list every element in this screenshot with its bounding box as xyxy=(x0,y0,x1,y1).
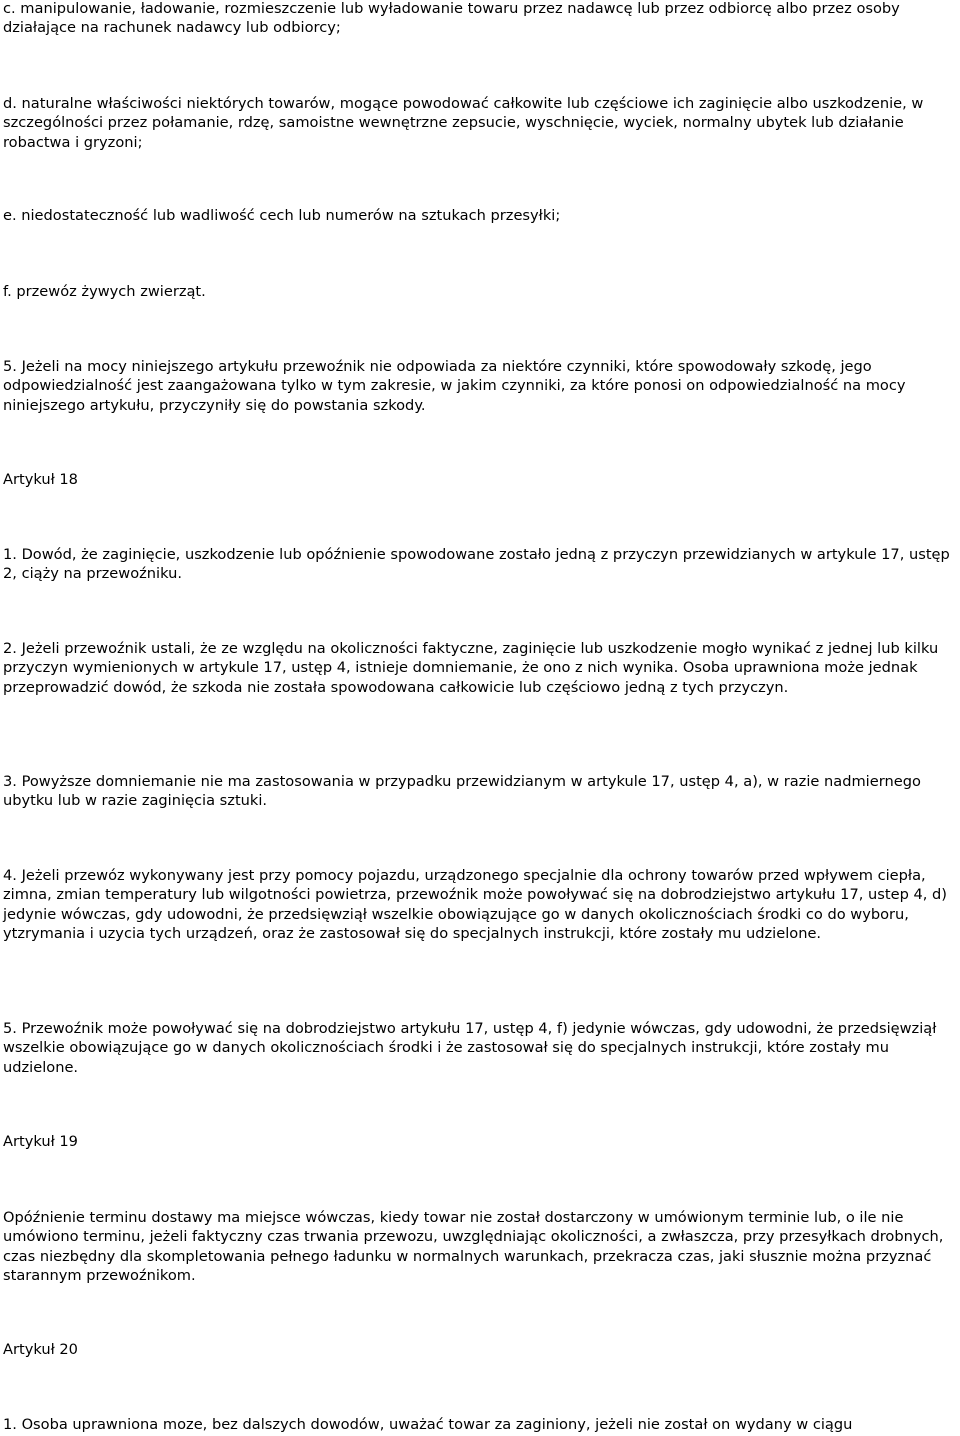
paragraph-d: d. naturalne właściwości niektórych towarów, mogące powodować całkowite lub częściowe ich zaginięcie albo uszkodzenie, w szczególności przez połamanie, rdzę, samoistne wewnętrzne zepsucie, wyschnięcie, wyciek, normalny ubytek lub działanie robactwa i gryzoni; xyxy=(3,95,924,151)
paragraph-e: e. niedostateczność lub wadliwość cech lub numerów na sztukach przesyłki; xyxy=(3,207,561,224)
article-20-heading: Artykuł 20 xyxy=(3,1341,78,1358)
article-18-point-5: 5. Przewoźnik może powoływać się na dobrodziejstwo artykułu 17, ustęp 4, f) jedynie wówczas, gdy udowodni, że przedsięwziął wszelkie obowiązujące go w danych okolicznościach środki i że zastosował się do specjalnych instrukcji, które zostały mu udzielone. xyxy=(3,1020,937,1076)
article-18-point-1: 1. Dowód, że zaginięcie, uszkodzenie lub opóźnienie spowodowane zostało jedną z przyczyn przewidzianych w artykule 17, ustęp 2, ciąży na przewoźniku. xyxy=(3,546,950,583)
article-20-point-1: 1. Osoba uprawniona moze, bez dalszych dowodów, uważać towar za zaginiony, jeżeli nie został on wydany w ciągu xyxy=(3,1416,853,1433)
article-18-point-4: 4. Jeżeli przewóz wykonywany jest przy pomocy pojazdu, urządzonego specjalnie dla ochrony towarów przed wpływem ciepła, zimna, zmian temperatury lub wilgotności powietrza, przewoźnik może powoływać się na dobrodziejstwo artykułu 17, ustep 4, d) jedynie wówczas, gdy udowodni, że przedsięwziął wszelkie obowiązujące go w danych okolicznościach środki co do wyboru, ytzrymania i uzycia tych urządzeń, oraz że zastosował się do specjalnych instrukcji, które zostały mu udzielone. xyxy=(3,867,947,942)
paragraph-c: c. manipulowanie, ładowanie, rozmieszczenie lub wyładowanie towaru przez nadawcę lub przez odbiorcę albo przez osoby działające na rachunek nadawcy lub odbiorcy; xyxy=(3,0,900,37)
paragraph-5: 5. Jeżeli na mocy niniejszego artykułu przewoźnik nie odpowiada za niektóre czynniki, które spowodowały szkodę, jego odpowiedzialność jest zaangażowana tylko w tym zakresie, w jakim czynniki, za które ponosi on odpowiedzialność na mocy niniejszego artykułu, przyczyniły się do powstania szkody. xyxy=(3,358,906,414)
article-19-heading: Artykuł 19 xyxy=(3,1133,78,1150)
paragraph-f: f. przewóz żywych zwierząt. xyxy=(3,283,206,300)
article-19-text: Opóźnienie terminu dostawy ma miejsce wówczas, kiedy towar nie został dostarczony w umówionym terminie lub, o ile nie umówiono terminu, jeżeli faktyczny czas trwania przewozu, uwzględniając okoliczności, a zwłaszcza, przy przesyłkach drobnych, czas niezbędny dla skompletowania pełnego ładunku w normalnych warunkach, przekracza czas, jaki słusznie można przyznać starannym przewoźnikom. xyxy=(3,1209,944,1284)
article-18-point-2: 2. Jeżeli przewoźnik ustali, że ze względu na okoliczności faktyczne, zaginięcie lub uszkodzenie mogło wynikać z jednej lub kilku przyczyn wymienionych w artykule 17, ustęp 4, istnieje domniemanie, że ono z nich wynika. Osoba uprawniona może jednak przeprowadzić dowód, że szkoda nie została spowodowana całkowicie lub częściowo jedną z tych przyczyn. xyxy=(3,640,939,696)
article-18-point-3: 3. Powyższe domniemanie nie ma zastosowania w przypadku przewidzianym w artykule 17, ustęp 4, a), w razie nadmiernego ubytku lub w razie zaginięcia sztuki. xyxy=(3,773,921,810)
article-18-heading: Artykuł 18 xyxy=(3,471,78,488)
